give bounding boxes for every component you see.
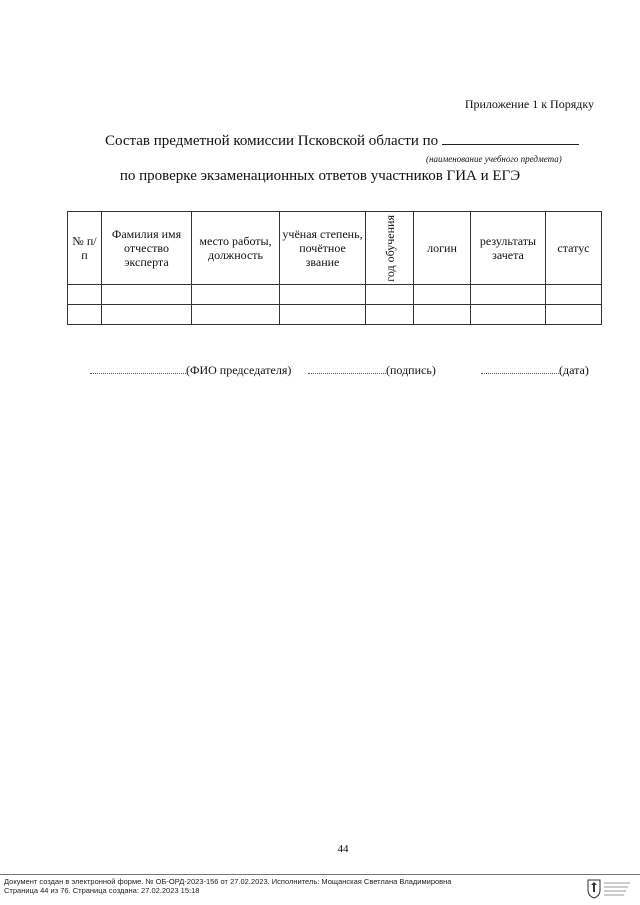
- header-study-year-text: год обучения: [382, 214, 397, 282]
- table-header-row: [68, 212, 602, 285]
- title-text: Состав предметной комиссии Псковской области по: [105, 133, 439, 149]
- table-cell: [280, 305, 366, 325]
- chairman-name-line: [90, 362, 186, 374]
- header-degree: учёная степень, почётное звание: [280, 212, 366, 285]
- table-cell: [414, 285, 471, 305]
- footer-line-page: Страница 44 из 76. Страница создана: 27.02.2023 15:18: [4, 886, 200, 895]
- header-status: статус: [546, 212, 602, 285]
- signature-label: (подпись): [386, 363, 436, 377]
- date-block: [481, 362, 589, 378]
- header-number: № п/п: [68, 212, 102, 285]
- signature-block: [308, 362, 436, 378]
- appendix-label: Приложение 1 к Порядку: [464, 97, 594, 111]
- footer-line-document: Документ создан в электронной форме. № ОБ-ОРД-2023-156 от 27.02.2023. Исполнитель: Мощанская Светлана Владимировна: [4, 877, 452, 886]
- header-expert-name: Фамилия имя отчество эксперта: [102, 212, 192, 285]
- table-cell: [68, 285, 102, 305]
- chairman-signature-block: [90, 362, 291, 378]
- footer-divider: [0, 874, 640, 875]
- document-title-line2: по проверке экзаменационных ответов участников ГИА и ЕГЭ: [119, 168, 521, 184]
- table-cell: [366, 305, 414, 325]
- header-workplace: место работы, должность: [192, 212, 280, 285]
- header-test-results: результаты зачета: [471, 212, 546, 285]
- table-cell: [68, 305, 102, 325]
- chairman-label: (ФИО председателя): [186, 363, 292, 377]
- table-cell: [192, 285, 280, 305]
- header-study-year: [366, 212, 414, 285]
- table-cell: [414, 305, 471, 325]
- table-cell: [192, 305, 280, 325]
- coat-of-arms-seal-icon: [584, 877, 634, 899]
- table-row: [68, 285, 602, 305]
- commission-table: [67, 211, 602, 325]
- page-number: 44: [337, 843, 349, 855]
- subject-caption: (наименование учебного предмета): [426, 154, 562, 164]
- table-row: [68, 305, 602, 325]
- table-cell: [366, 285, 414, 305]
- table-cell: [471, 305, 546, 325]
- document-title-line1: [105, 132, 579, 150]
- signature-line: [308, 362, 386, 374]
- table-cell: [471, 285, 546, 305]
- table-cell: [546, 285, 602, 305]
- table-cell: [280, 285, 366, 305]
- footer-metadata: [4, 877, 451, 895]
- table-cell: [102, 285, 192, 305]
- subject-blank-line: [442, 132, 579, 145]
- table-cell: [546, 305, 602, 325]
- date-line: [481, 362, 559, 374]
- table-cell: [102, 305, 192, 325]
- header-login: логин: [414, 212, 471, 285]
- date-label: (дата): [559, 363, 589, 377]
